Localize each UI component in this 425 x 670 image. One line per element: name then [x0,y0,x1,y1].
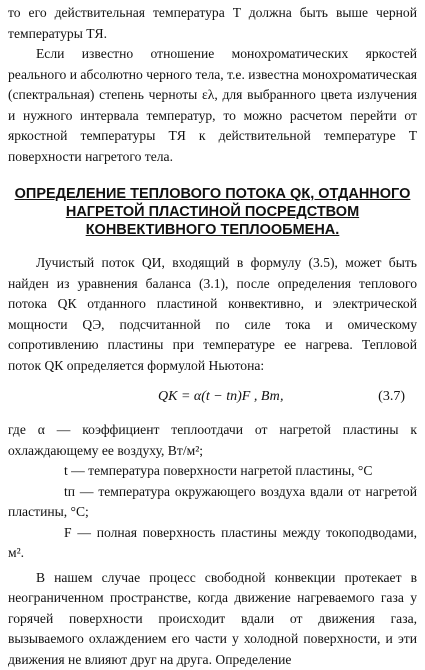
section-heading [8,185,417,239]
formula-expression: QK = α(t − tп)F , Вт, [158,383,284,411]
definition-t: t — температура поверхности нагретой пластины, °С [8,461,417,482]
heading-line-1: ОПРЕДЕЛЕНИЕ ТЕПЛОВОГО ПОТОКА QК, ОТДАННОГО [8,185,417,203]
formula-number: (3.7) [378,383,405,411]
heading-line-2: НАГРЕТОЙ ПЛАСТИНОЙ ПОСРЕДСТВОМ [8,203,417,221]
formula-newton [8,383,417,411]
heading-line-3: КОНВЕКТИВНОГО ТЕПЛООБМЕНА. [8,221,417,239]
paragraph-emissivity: Если известно отношение монохроматических яркостей реального и абсолютно черного тела, т.е. известна монохроматическая (спектральная) степень черноты ελ, для выбранного цвета излучения и нужного интервала температур, то можно расчетом перейти от яркостной температуры TЯ к действительной температуре T поверхности нагретого тела. [8,44,417,167]
paragraph-continuation: то его действительная температура T должна быть выше черной температуры TЯ. [8,3,417,44]
definition-tn: tп — температура окружающего воздуха вдали от нагретой пластины, °С; [8,482,417,523]
paragraph-radiant-flux: Лучистый поток QИ, входящий в формулу (3.5), может быть найден из уравнения баланса (3.1), после определения теплового потока QК отданного пластиной конвективно, и электрической мощности QЭ, подсчитанной по силе тока и омическому сопротивлению пластины при температуре ее нагрева. Тепловой поток QК определяется формулой Ньютона: [8,253,417,376]
paragraph-free-convection: В нашем случае процесс свободной конвекции протекает в неограниченном пространстве, когда движение нагреваемого газа у горячей поверхности происходит вдали от движения газа, вызываемого охлаждением его части у холодной поверхности, и эти движения не влияют друг на друга. Определение [8,568,417,670]
definition-alpha: где α — коэффициент теплоотдачи от нагретой пластины к охлаждающему ее воздуху, Вт/м²; [8,420,417,461]
definition-f: F — полная поверхность пластины между токоподводами, м². [8,523,417,564]
